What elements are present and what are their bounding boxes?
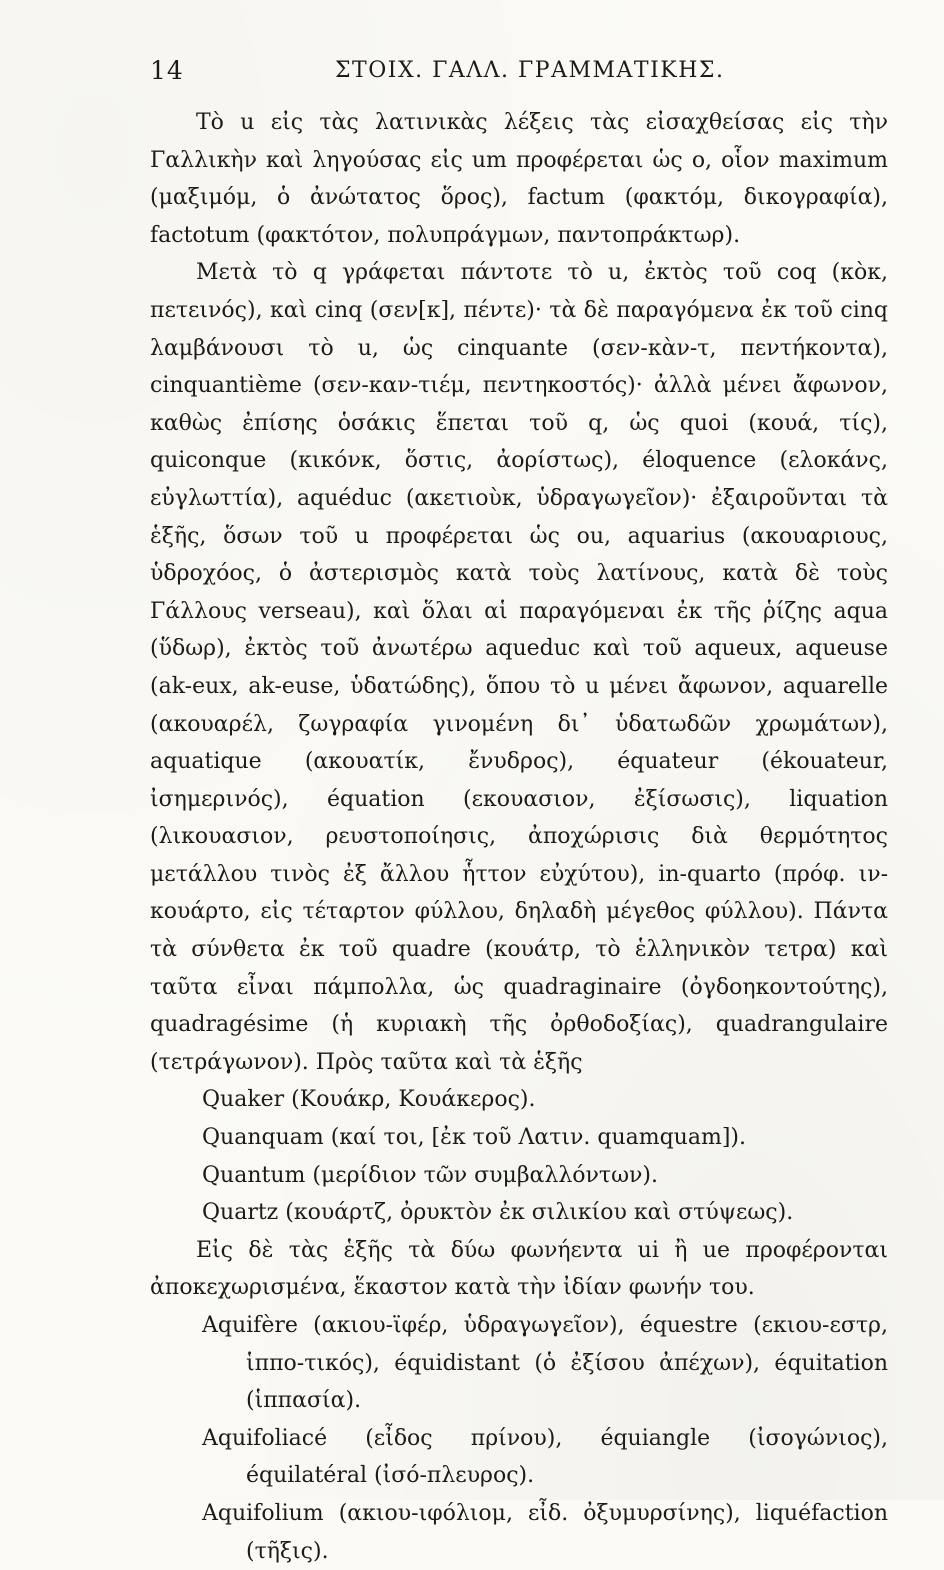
example-line: Quanquam (καί τοι, [ἐκ τοῦ Λατιν. quamquam]). (202, 1125, 746, 1151)
example-line: Quantum (μερίδιον τῶν συμβαλλόντων). (202, 1162, 658, 1188)
example-entry: Aquifoliacé (εἶδος πρίνου), équiangle (ἰσογώνιος), équilatéral (ἰσό-πλευρος). (202, 1425, 888, 1489)
example-line: Quaker (Κουάκρ, Κουάκερος). (202, 1087, 536, 1113)
paragraph-separated-vowels: Εἰς δὲ τὰς ἑξῆς τὰ δύω φωνήεντα ui ἢ ue προφέρονται ἀποκεχωρισμένα, ἕκαστον κατὰ τὴν ἰδίαν φωνήν του. (150, 1237, 888, 1301)
page-header (150, 46, 888, 96)
running-head: ΣΤΟΙΧ. ΓΑΛΛ. ΓΡΑΜΜΑΤΙΚΗΣ. (335, 58, 725, 83)
page-number: 14 (150, 56, 184, 85)
body-text (150, 104, 888, 1570)
example-entry: Aquifolium (ακιου-ιφόλιομ, εἶδ. ὀξυμυρσίνης), liquéfaction (τῆξις). (202, 1500, 888, 1564)
example-entry: Aquifère (ακιου-ϊφέρ, ὑδραγωγεῖον), équestre (εκιου-εστρ, ἱππο-τικός), équidistant (ὁ ἐξίσου ἀπέχων), équitation (ἱππασία). (202, 1313, 888, 1414)
paragraph-latin-u: Τὸ u εἰς τὰς λατινικὰς λέξεις τὰς εἰσαχθείσας εἰς τὴν Γαλλικὴν καὶ ληγούσας εἰς um προφέρεται ὡς o, οἷον maximum (μαξιμόμ, ὁ ἀνώτατος ὅρος), factum (φακτόμ, δικογραφία), factotum (φακτότον, πολυπράγμων, παντοπράκτωρ). (150, 110, 888, 248)
example-line: Quartz (κουάρτζ, ὀρυκτὸν ἐκ σιλικίου καὶ στύψεως). (202, 1200, 794, 1226)
paragraph-q-rule: Μετὰ τὸ q γράφεται πάντοτε τὸ u, ἐκτὸς τοῦ coq (κὸκ, πετεινός), καὶ cinq (σεν[κ], πέντε)· τὰ δὲ παραγόμενα ἐκ τοῦ cinq λαμβάνουσι τὸ u, ὡς cinquante (σεν-κὰν-τ, πεντήκοντα), cinquantième (σεν-καν-τιέμ, πεντηκοστός)· ἀλλὰ μένει ἄφωνον, καθὼς ἐπίσης ὁσάκις ἕπεται τοῦ q, ὡς quoi (κουά, τίς), quiconque (κικόνκ, ὅστις, ἀορίστως), éloquence (ελοκάνς, εὐγλωττία), aquéduc (ακετιοὺκ, ὑδραγωγεῖον)· ἐξαιροῦνται τὰ ἑξῆς, ὅσων τοῦ u προφέρεται ὡς ou, aquarius (ακουαριους, ὑδροχόος, ὁ ἀστερισμὸς κατὰ τοὺς λατίνους, κατὰ δὲ τοὺς Γάλλους verseau), καὶ ὅλαι αἱ παραγόμεναι ἐκ τῆς ῥίζης aqua (ὕδωρ), ἐκτὸς τοῦ ἀνωτέρω aqueduc καὶ τοῦ aqueux, aqueuse (ak-eux, ak-euse, ὑδατώδης), ὅπου τὸ u μένει ἄφωνον, aquarelle (ακουαρέλ, ζωγραφία γινομένη δι᾽ ὑδατωδῶν χρωμάτων), aquatique (ακουατίκ, ἔνυδρος), équateur (ékouateur, ἰσημερινός), équation (εκουασιον, ἐξίσωσις), liquation (λικουασιον, ρευστοποίησις, ἀποχώρισις διὰ θερμότητος μετάλλου τινὸς ἐξ ἄλλου ἧττον εὐχύτου), in-quarto (πρόφ. ιν-κουάρτο, εἰς τέταρτον φύλλου, δηλαδὴ μέγεθος φύλλου). Πάντα τὰ σύνθετα ἐκ τοῦ quadre (κουάτρ, τὸ ἑλληνικὸν τετρα) καὶ ταῦτα εἶναι πάμπολλα, ὡς quadraginaire (ὀγδοηκοντούτης), quadragésime (ἡ κυριακὴ τῆς ὀρθοδοξίας), quadrangulaire (τετράγωνον). Πρὸς ταῦτα καὶ τὰ ἑξῆς (150, 260, 888, 1075)
